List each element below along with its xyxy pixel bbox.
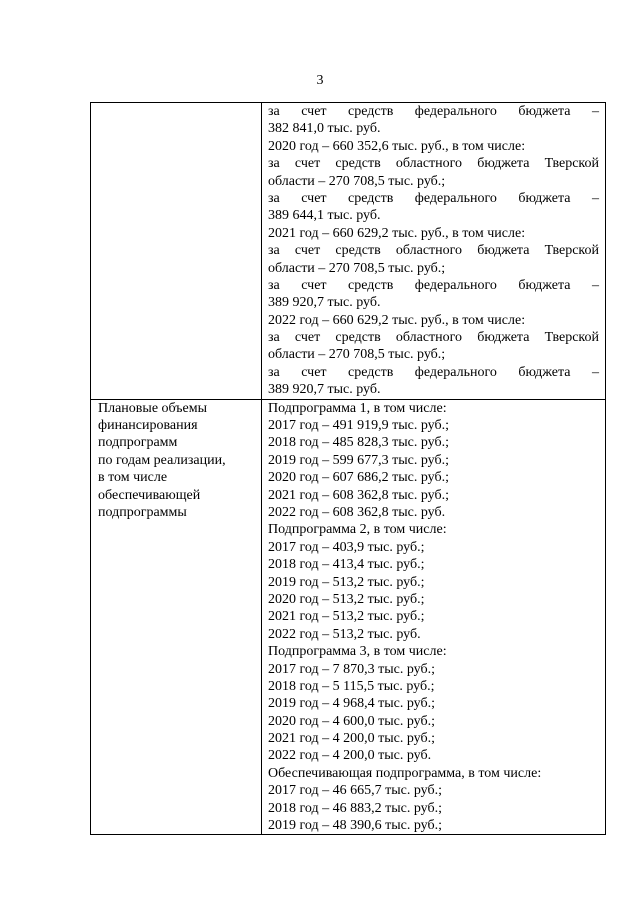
text-line: 2021 год – 660 629,2 тыс. руб., в том числе:: [268, 225, 526, 241]
text-line: 2017 год – 46 665,7 тыс. руб.;: [268, 783, 442, 799]
text-line: Обеспечивающая подпрограмма, в том числе:: [268, 765, 542, 781]
text-line: области – 270 708,5 тыс. руб.;: [268, 260, 446, 276]
text-line: 2017 год – 7 870,3 тыс. руб.;: [268, 661, 435, 677]
text-line: за счет средств федерального бюджета –: [268, 277, 599, 293]
text-line: 2018 год – 5 115,5 тыс. руб.;: [268, 678, 435, 694]
text-line: 2019 год – 599 677,3 тыс. руб.;: [268, 452, 449, 468]
text-line: 2020 год – 4 600,0 тыс. руб.;: [268, 713, 435, 729]
text-line: 2022 год – 4 200,0 тыс. руб.: [268, 748, 432, 764]
text-line: 2018 год – 413,4 тыс. руб.;: [268, 557, 425, 573]
text-line: 2020 год – 607 686,2 тыс. руб.;: [268, 470, 449, 486]
row1-value-cell: [262, 103, 606, 400]
row1-label-cell: [91, 103, 262, 400]
text-line: подпрограмм: [98, 435, 178, 451]
text-line: 2021 год – 4 200,0 тыс. руб.;: [268, 731, 435, 747]
text-line: по годам реализации,: [98, 452, 226, 468]
text-line: подпрограммы: [98, 504, 187, 520]
text-line: финансирования: [98, 418, 198, 434]
text-line: за счет средств областного бюджета Тверской: [268, 156, 599, 172]
text-line: Плановые объемы: [98, 400, 208, 416]
text-line: Подпрограмма 1, в том числе:: [268, 400, 447, 416]
text-line: 2021 год – 608 362,8 тыс. руб.;: [268, 487, 449, 503]
text-line: в том числе: [98, 470, 168, 486]
text-line: за счет средств областного бюджета Тверской: [268, 330, 599, 346]
text-line: 389 644,1 тыс. руб.: [268, 208, 381, 224]
text-line: 2017 год – 491 919,9 тыс. руб.;: [268, 418, 449, 434]
text-line: области – 270 708,5 тыс. руб.;: [268, 347, 446, 363]
text-line: за счет средств областного бюджета Тверской: [268, 243, 599, 259]
text-line: за счет средств федерального бюджета –: [268, 104, 599, 119]
table-row: [91, 103, 606, 400]
text-line: 2021 год – 513,2 тыс. руб.;: [268, 609, 425, 625]
text-line: 389 920,7 тыс. руб.: [268, 295, 381, 311]
text-line: за счет средств федерального бюджета –: [268, 190, 599, 206]
text-line: 2022 год – 660 629,2 тыс. руб., в том числе:: [268, 312, 526, 328]
text-line: области – 270 708,5 тыс. руб.;: [268, 173, 446, 189]
table-row: [91, 399, 606, 835]
funding-table: [90, 102, 606, 835]
row2-label-cell: [91, 399, 262, 835]
text-line: 2019 год – 513,2 тыс. руб.;: [268, 574, 425, 590]
text-line: 2020 год – 660 352,6 тыс. руб., в том числе:: [268, 138, 526, 154]
text-line: за счет средств федерального бюджета –: [268, 364, 599, 380]
text-line: 2018 год – 485 828,3 тыс. руб.;: [268, 435, 449, 451]
text-line: 2022 год – 608 362,8 тыс. руб.: [268, 504, 446, 520]
text-line: 2019 год – 4 968,4 тыс. руб.;: [268, 696, 435, 712]
text-line: 2022 год – 513,2 тыс. руб.: [268, 626, 421, 642]
text-line: обеспечивающей: [98, 487, 201, 503]
text-line: 389 920,7 тыс. руб.: [268, 382, 381, 398]
text-line: 2017 год – 403,9 тыс. руб.;: [268, 539, 425, 555]
text-line: 382 841,0 тыс. руб.: [268, 121, 381, 137]
text-line: 2020 год – 513,2 тыс. руб.;: [268, 591, 425, 607]
text-line: Подпрограмма 3, в том числе:: [268, 644, 447, 660]
text-line: 2019 год – 48 390,6 тыс. руб.;: [268, 818, 442, 834]
text-line: Подпрограмма 2, в том числе:: [268, 522, 447, 538]
page-number: 3: [316, 73, 324, 88]
text-line: 2018 год – 46 883,2 тыс. руб.;: [268, 800, 442, 816]
row2-value-cell: [262, 399, 606, 835]
